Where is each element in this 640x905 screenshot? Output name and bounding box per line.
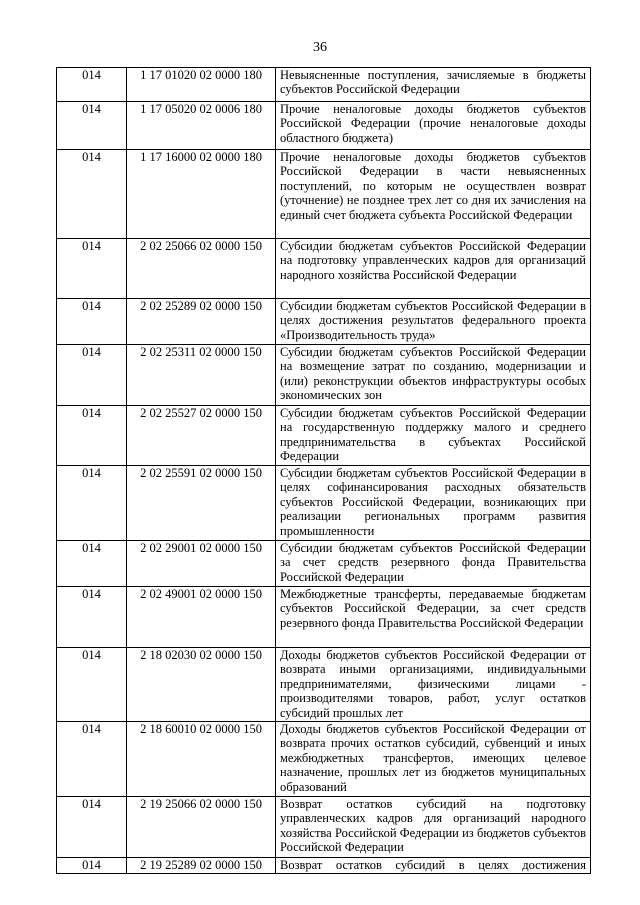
revenue-name-cell: Доходы бюджетов субъектов Российской Федерации от возврата иными организациями, индивидуальными предпринимателями, физическими лицами - производителями товаров, работ, услуг остатков субсидий прошлых лет — [276, 648, 591, 722]
table-row — [57, 68, 591, 102]
table-row — [57, 466, 591, 541]
budget-classification-code-cell: 2 02 25591 02 0000 150 — [127, 466, 276, 541]
budget-classification-code-cell: 2 02 29001 02 0000 150 — [127, 541, 276, 587]
budget-classification-code-cell: 1 17 05020 02 0006 180 — [127, 102, 276, 150]
admin-code-cell: 014 — [57, 68, 127, 102]
revenue-name-cell: Субсидии бюджетам субъектов Российской Федерации за счет средств резервного фонда Правительства Российской Федерации — [276, 541, 591, 587]
table-row — [57, 722, 591, 797]
admin-code-cell: 014 — [57, 722, 127, 797]
revenue-name-cell: Возврат остатков субсидий на подготовку управленческих кадров для организаций народного хозяйства Российской Федерации из бюджетов субъектов Российской Федерации — [276, 797, 591, 858]
budget-classification-code-cell: 2 02 25527 02 0000 150 — [127, 406, 276, 466]
budget-classification-code-cell: 2 02 25311 02 0000 150 — [127, 345, 276, 406]
revenue-name-cell: Субсидии бюджетам субъектов Российской Федерации на подготовку управленческих кадров для организаций народного хозяйства Российской Федерации — [276, 239, 591, 299]
revenue-name-cell: Субсидии бюджетам субъектов Российской Федерации в целях достижения результатов федерального проекта «Производительность труда» — [276, 299, 591, 345]
table-row — [57, 239, 591, 299]
admin-code-cell: 014 — [57, 541, 127, 587]
admin-code-cell: 014 — [57, 797, 127, 858]
budget-codes-table — [56, 67, 591, 874]
revenue-name-cell: Субсидии бюджетам субъектов Российской Федерации в целях софинансирования расходных обязательств субъектов Российской Федерации, возникающих при реализации региональных программ развития промышленности — [276, 466, 591, 541]
admin-code-cell: 014 — [57, 150, 127, 239]
revenue-name-cell: Межбюджетные трансферты, передаваемые бюджетам субъектов Российской Федерации, за счет средств резервного фонда Правительства Российской Федерации — [276, 587, 591, 648]
revenue-name-cell: Прочие неналоговые доходы бюджетов субъектов Российской Федерации (прочие неналоговые доходы областного бюджета) — [276, 102, 591, 150]
admin-code-cell: 014 — [57, 102, 127, 150]
revenue-name-cell: Прочие неналоговые доходы бюджетов субъектов Российской Федерации в части невыясненных поступлений, по которым не осуществлен возврат (уточнение) не позднее трех лет со дня их зачисления на единый счет бюджета субъекта Российской Федерации — [276, 150, 591, 239]
admin-code-cell: 014 — [57, 858, 127, 874]
table-row — [57, 797, 591, 858]
admin-code-cell: 014 — [57, 466, 127, 541]
table-row — [57, 858, 591, 874]
admin-code-cell: 014 — [57, 345, 127, 406]
budget-classification-code-cell: 2 02 49001 02 0000 150 — [127, 587, 276, 648]
budget-classification-code-cell: 1 17 01020 02 0000 180 — [127, 68, 276, 102]
admin-code-cell: 014 — [57, 406, 127, 466]
admin-code-cell: 014 — [57, 239, 127, 299]
budget-classification-code-cell: 2 02 25066 02 0000 150 — [127, 239, 276, 299]
budget-classification-code-cell: 2 19 25289 02 0000 150 — [127, 858, 276, 874]
admin-code-cell: 014 — [57, 299, 127, 345]
table-row — [57, 102, 591, 150]
table-row — [57, 150, 591, 239]
budget-classification-code-cell: 1 17 16000 02 0000 180 — [127, 150, 276, 239]
revenue-name-cell: Субсидии бюджетам субъектов Российской Федерации на государственную поддержку малого и среднего предпринимательства в субъектах Российской Федерации — [276, 406, 591, 466]
revenue-name-cell: Доходы бюджетов субъектов Российской Федерации от возврата прочих остатков субсидий, субвенций и иных межбюджетных трансфертов, имеющих целевое назначение, прошлых лет из бюджетов муниципальных образований — [276, 722, 591, 797]
revenue-name-cell: Возврат остатков субсидий в целях достижения — [276, 858, 591, 874]
page-number: 36 — [313, 40, 327, 55]
budget-classification-code-cell: 2 19 25066 02 0000 150 — [127, 797, 276, 858]
admin-code-cell: 014 — [57, 648, 127, 722]
table-row — [57, 406, 591, 466]
revenue-name-cell: Субсидии бюджетам субъектов Российской Федерации на возмещение затрат по созданию, модернизации и (или) реконструкции объектов инфраструктуры особых экономических зон — [276, 345, 591, 406]
table-row — [57, 648, 591, 722]
budget-classification-code-cell: 2 18 60010 02 0000 150 — [127, 722, 276, 797]
table-row — [57, 541, 591, 587]
table-row — [57, 345, 591, 406]
budget-classification-code-cell: 2 02 25289 02 0000 150 — [127, 299, 276, 345]
table-row — [57, 299, 591, 345]
revenue-name-cell: Невыясненные поступления, зачисляемые в бюджеты субъектов Российской Федерации — [276, 68, 591, 102]
table-row — [57, 587, 591, 648]
budget-classification-code-cell: 2 18 02030 02 0000 150 — [127, 648, 276, 722]
admin-code-cell: 014 — [57, 587, 127, 648]
